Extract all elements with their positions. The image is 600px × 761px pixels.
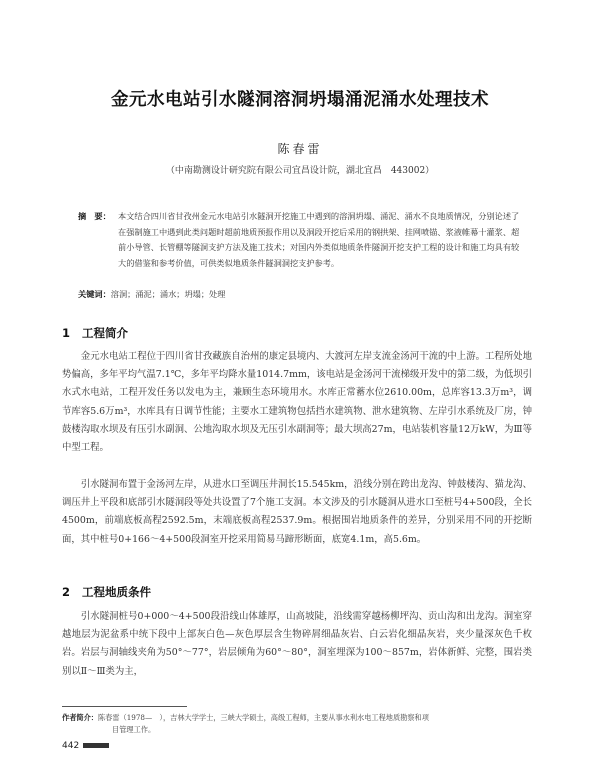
section-1-paragraph-1: 金元水电站工程位于四川省甘孜藏族自治州的康定县境内、大渡河左岸支流金汤河干流的中上游。工程所处地势偏高，多年平均气温7.1℃，多年平均降水量1014.7mm，该电站是金汤河干流梯级开发中的第二级，为低坝引水式水电站，工程开发任务以发电为主，兼顾生态环境用水。水库正常蓄水位2610.00m，总库容13.3万m³，调节库容5.6万m³，水库具有日调节性能；主要水工建筑物包括挡水建筑物、泄水建筑物、左岸引水系统及厂房，钟鼓楼沟取水坝及有压引水副洞、公地沟取水坝及无压引水副洞等；最大坝高27m，电站装机容量12万kW，为Ⅲ等中型工程。 [62, 351, 532, 454]
section-title: 工程地质条件 [82, 585, 151, 599]
footnote-line-2: 目管理工作。 [112, 725, 156, 734]
paper-title: 金元水电站引水隧洞溶洞坍塌涌泥涌水处理技术 [111, 90, 489, 110]
author-affiliation: （中南勘测设计研究院有限公司宜昌设计院，湖北宜昌 443002） [165, 166, 435, 176]
footnote-line-1: 陈春雷（1978— ），吉林大学学士，三峡大学硕士，高级工程师，主要从事水利水电工程地质勘察和项 [97, 713, 429, 722]
footnote-divider [62, 706, 187, 707]
page-number [62, 741, 109, 751]
footnote-label: 作者简介： [62, 713, 98, 722]
page-number-text: 442 [62, 741, 80, 751]
keywords-block [78, 289, 526, 300]
section-title: 工程简介 [82, 326, 128, 340]
author-name: 陈春雷 [277, 142, 323, 156]
abstract-text: 本文结合四川省甘孜州金元水电站引水隧洞开挖施工中遇到的溶洞坍塌、涌泥、涌水不良地质情况，分别论述了在强制施工中遇到此类问题时超前地质预报作用以及洞段开挖后采用的钢拱架、挂网喷锚、浆液帷幕十灌浆、超前小导管、长管棚等隧洞支护方法及施工技术；对国内外类似地质条件隧洞开挖支护工程的设计和施工均具有较大的借鉴和参考价值，可供类似地质条件隧洞洞挖支护参考。 [118, 211, 520, 268]
abstract-label: 摘 要： [78, 211, 111, 221]
author-footnote [62, 712, 532, 736]
section-2-paragraph-1: 引水隧洞桩号0+000～4+500段沿线山体雄厚，山高坡陡，沿线需穿越杨柳坪沟、贡山沟和出龙沟。洞室穿越地层为泥盆系中统下段中上部灰白色—灰色厚层含生物碎屑细晶灰岩、白云岩化细晶灰岩，夹少量深灰色千枚岩。岩层与洞轴线夹角为50°～77°，岩层倾角为60°～80°，洞室埋深为100～857m，岩体新鲜、完整，围岩类别以Ⅱ～Ⅲ类为主， [62, 611, 532, 677]
abstract-block [78, 209, 526, 271]
keywords-label: 关键词： [78, 289, 111, 299]
keywords-text: 溶洞；涌泥；涌水；坍塌；处理 [110, 289, 226, 299]
page-number-bar [83, 743, 109, 748]
section-heading-2 [62, 584, 151, 600]
section-heading-1 [62, 325, 128, 341]
section-number: 1 [62, 326, 71, 340]
section-number: 2 [62, 585, 71, 599]
section-1-paragraph-2: 引水隧洞布置于金汤河左岸，从进水口至调压井洞长15.545km，沿线分别在跨出龙沟、钟鼓楼沟、猫龙沟、调压井上平段和底部引水隧洞段等处共设置了7个施工支洞。本文涉及的引水隧洞从进水口至桩号4+500段，全长4500m，前端底板高程2592.5m，末端底板高程2537.9m。根据围岩地质条件的差异，分别采用不同的开挖断面，其中桩号0+166～4+500段洞室开挖采用简易马蹄形断面，底宽4.1m，高5.6m。 [62, 479, 532, 545]
